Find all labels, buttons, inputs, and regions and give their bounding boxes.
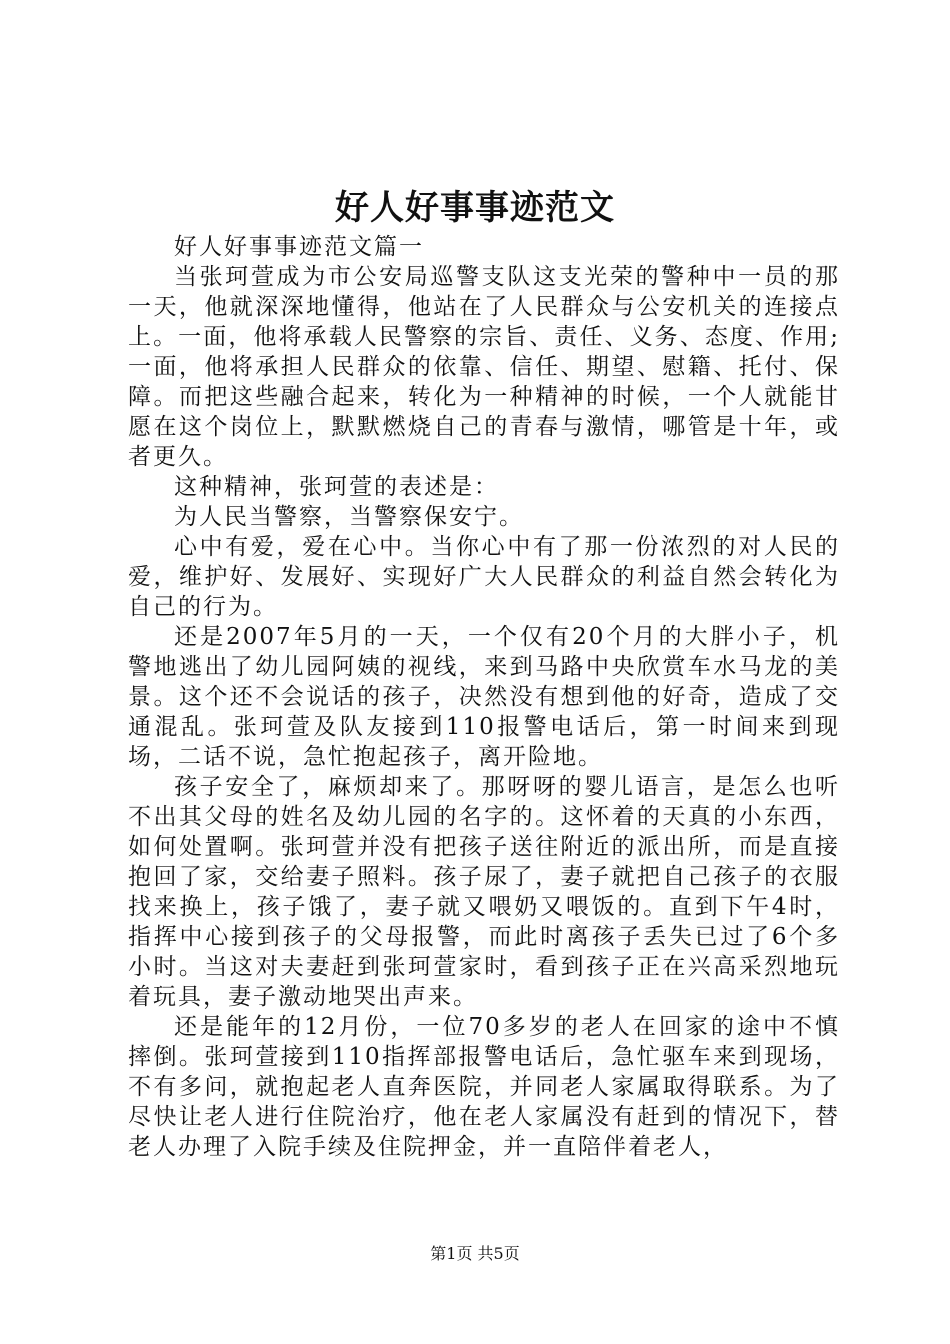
- paragraph: 还是能年的12月份，一位70多岁的老人在回家的途中不慎摔倒。张珂萱接到110指挥部报警电话后，急忙驱车来到现场，不有多问，就抱起老人直奔医院，并同老人家属取得联系。为了尽快让老人进行住院治疗，他在老人家属没有赶到的情况下，替老人办理了入院手续及住院押金，并一直陪伴着老人，: [128, 1014, 840, 1160]
- paragraph: 孩子安全了，麻烦却来了。那呀呀的婴儿语言，是怎么也听不出其父母的姓名及幼儿园的名字的。这怀着的天真的小东西，如何处置啊。张珂萱并没有把孩子送往附近的派出所，而是直接抱回了家，交给妻子照料。孩子尿了，妻子就把自己孩子的衣服找来换上，孩子饿了，妻子就又喂奶又喂饭的。直到下午4时，指挥中心接到孩子的父母报警，而此时离孩子丢失已过了6个多小时。当这对夫妻赶到张珂萱家时，看到孩子正在兴高采烈地玩着玩具，妻子激动地哭出声来。: [128, 774, 840, 1010]
- paragraph: 心中有爱，爱在心中。当你心中有了那一份浓烈的对人民的爱，维护好、发展好、实现好广大人民群众的利益自然会转化为自己的行为。: [128, 534, 840, 620]
- paragraph: 当张珂萱成为市公安局巡警支队这支光荣的警种中一员的那一天，他就深深地懂得，他站在了人民群众与公安机关的连接点上。一面，他将承载人民警察的宗旨、责任、义务、态度、作用;一面，他将承担人民群众的依靠、信任、期望、慰籍、托付、保障。而把这些融合起来，转化为一种精神的时候，一个人就能甘愿在这个岗位上，默默燃烧自己的青春与激情，哪管是十年，或者更久。: [128, 264, 840, 470]
- paragraph: 这种精神，张珂萱的表述是：: [174, 474, 499, 500]
- document-body: [128, 232, 840, 1162]
- paragraph: 还是2007年5月的一天，一个仅有20个月的大胖小子，机警地逃出了幼儿园阿姨的视线，来到马路中央欣赏车水马龙的美景。这个还不会说话的孩子，决然没有想到他的好奇，造成了交通混乱。张珂萱及队友接到110报警电话后，第一时间来到现场，二话不说，急忙抱起孩子，离开险地。: [128, 624, 840, 770]
- paragraph-heading: 好人好事事迹范文篇一: [174, 234, 424, 260]
- page-footer: 第1页 共5页: [430, 1244, 520, 1263]
- paragraph: 为人民当警察，当警察保安宁。: [174, 504, 524, 530]
- document-title: 好人好事事迹范文: [335, 188, 615, 228]
